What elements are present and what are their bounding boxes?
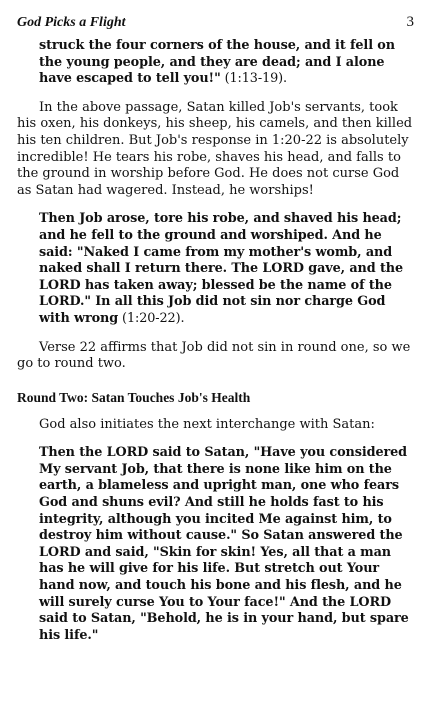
- page-header: [17, 14, 414, 38]
- quote-2-text: Then Job arose, tore his robe, and shaved his head; and he fell to the ground and worshiped. And he said: "Naked I came from my mother's womb, and naked shall I return there. The LORD gave, and the LORD has taken away; blessed be the name of the LORD." In all this Job did not sin nor charge God with wrong: [39, 211, 404, 326]
- quote-2-citation: (1:20-22).: [118, 310, 185, 326]
- quote-1-citation: (1:13-19).: [220, 71, 288, 87]
- block-quote-3: Then the LORD said to Satan, "Have you considered My servant Job, that there is none like him on the earth, a blameless and upright man, one who fears God and shuns evil? And still he holds fast to his integrity, although you incited Me against him, to destroy him without cause." So Satan answered the LORD and said, "Skin for skin! Yes, all that a man has he will give for his life. But stretch out Your hand now, and touch his bone and his flesh, and he will surely curse You to Your face!" And the LORD said to Satan, "Behold, he is in your hand, but spare his life.": [39, 445, 409, 643]
- paragraph-3: God also initiates the next interchange with Satan:: [39, 416, 375, 432]
- quote-1-text: struck the four corners of the house, and it fell on the young people, and they are dead; and I alone have escaped to tell you!": [39, 38, 395, 87]
- block-quote-1: [39, 38, 414, 88]
- page-number: 3: [406, 14, 414, 30]
- running-title: God Picks a Flight: [17, 15, 126, 30]
- section-heading: Round Two: Satan Touches Job's Health: [17, 389, 251, 405]
- paragraph-2: Verse 22 affirms that Job did not sin in round one, so we go to round two.: [17, 339, 411, 372]
- paragraph-1: In the above passage, Satan killed Job's servants, took his oxen, his donkeys, his sheep, his camels, and then killed his ten children. But Job's response in 1:20-22 is absolutely incredible! He tears his robe, shaves his head, and falls to the ground in worship before God. He does not curse God as Satan had wagered. Instead, he worships!: [17, 99, 413, 198]
- block-quote-2: [39, 211, 414, 327]
